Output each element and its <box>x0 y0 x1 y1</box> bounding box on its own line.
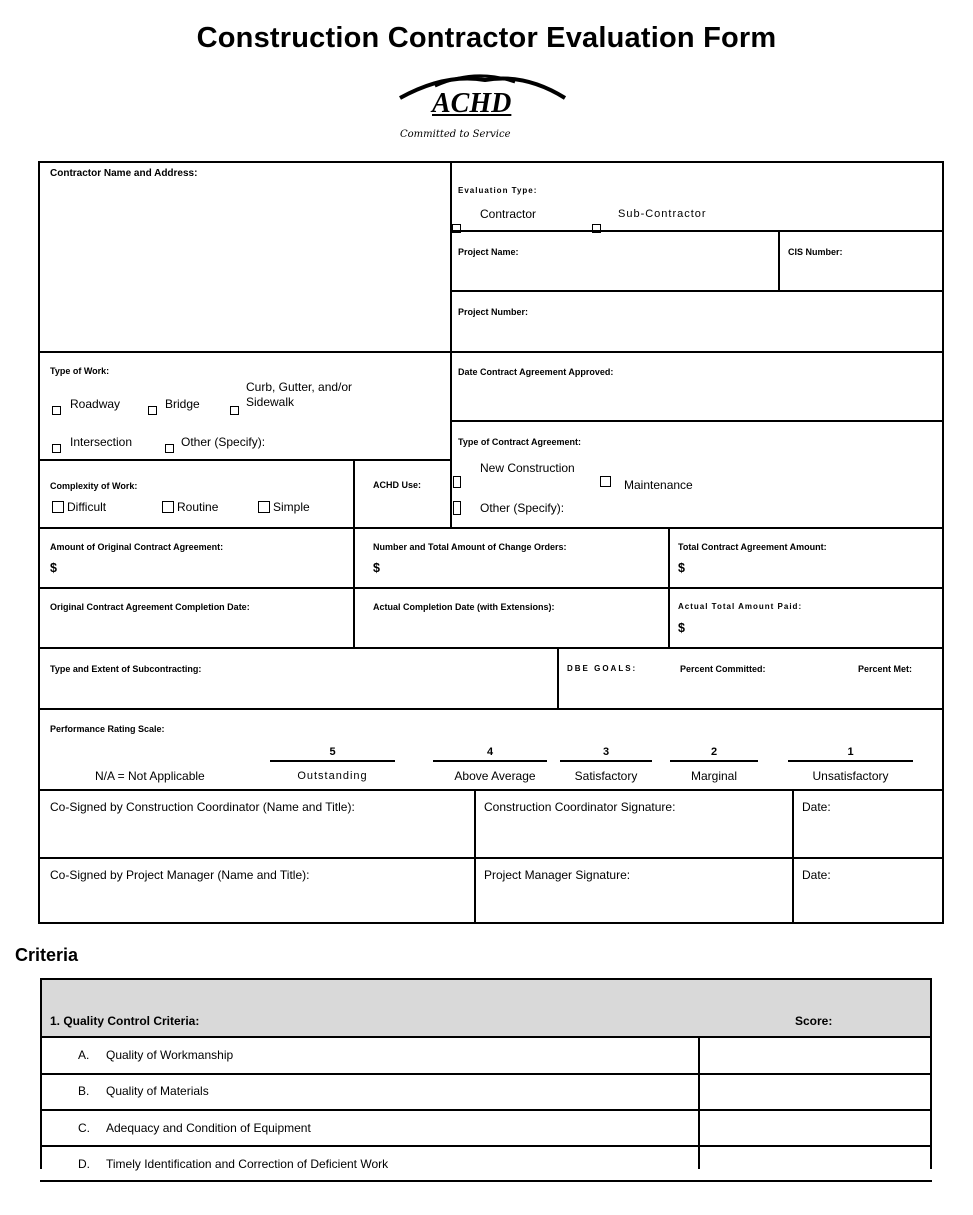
percent-committed-label: Percent Committed: <box>680 664 766 674</box>
change-orders-dollar: $ <box>373 561 380 575</box>
criteria-item-c-letter: C. <box>78 1121 90 1135</box>
cis-number-label: CIS Number: <box>788 247 843 257</box>
project-number-label: Project Number: <box>458 307 529 317</box>
original-completion-label: Original Contract Agreement Completion Date: <box>50 602 250 612</box>
type-of-work-label: Type of Work: <box>50 366 110 376</box>
sub-contractor-checkbox[interactable] <box>592 224 601 233</box>
new-construction-checkbox[interactable] <box>453 476 461 488</box>
pm-signature-label: Project Manager Signature: <box>484 868 631 882</box>
coordinator-signature-label: Construction Coordinator Signature: <box>484 800 676 814</box>
criteria-heading: Criteria <box>15 945 79 965</box>
na-legend: N/A = Not Applicable <box>95 769 205 783</box>
dbe-goals-label: DBE GOALS: <box>567 664 638 673</box>
form-title: Construction Contractor Evaluation Form <box>196 22 777 54</box>
rating-4-value: 4 <box>486 746 494 758</box>
other-contract-checkbox[interactable] <box>453 501 461 515</box>
complexity-label: Complexity of Work: <box>50 481 138 491</box>
new-construction-option: New Construction <box>480 461 575 475</box>
contract-type-label: Type of Contract Agreement: <box>458 437 582 447</box>
evaluation-type-label: Evaluation Type: <box>458 186 538 195</box>
cosigned-pm-label: Co-Signed by Project Manager (Name and Title): <box>50 868 310 882</box>
total-amount-label: Total Contract Agreement Amount: <box>678 542 827 552</box>
logo-tagline: Committed to Service <box>400 129 511 140</box>
criteria-header-row <box>40 978 932 1038</box>
actual-completion-label: Actual Completion Date (with Extensions): <box>373 602 555 612</box>
contractor-checkbox[interactable] <box>452 224 461 233</box>
criteria-item-d: Timely Identification and Correction of Deficient Work <box>106 1157 389 1171</box>
contractor-name-label: Contractor Name and Address: <box>50 168 198 179</box>
cosigned-coordinator-label: Co-Signed by Construction Coordinator (Name and Title): <box>50 800 355 814</box>
original-amount-dollar: $ <box>50 561 57 575</box>
bottom-divider <box>40 1180 932 1182</box>
rating-2-label: Marginal <box>690 769 738 783</box>
other-work-option: Other (Specify): <box>181 435 266 449</box>
roadway-option: Roadway <box>70 397 121 411</box>
maintenance-option: Maintenance <box>624 478 693 492</box>
roadway-checkbox[interactable] <box>52 406 61 415</box>
actual-paid-dollar: $ <box>678 621 685 635</box>
rating-3-value: 3 <box>602 746 610 758</box>
contractor-option: Contractor <box>480 207 537 221</box>
achd-logo <box>395 68 570 148</box>
pm-date-label: Date: <box>802 868 831 882</box>
criteria-item-a: Quality of Workmanship <box>106 1048 234 1062</box>
bridge-option: Bridge <box>165 397 200 411</box>
other-contract-option: Other (Specify): <box>480 501 565 515</box>
simple-checkbox[interactable] <box>258 501 270 513</box>
sub-contractor-option: Sub-Contractor <box>618 208 707 220</box>
actual-paid-label: Actual Total Amount Paid: <box>678 602 803 611</box>
total-amount-dollar: $ <box>678 561 685 575</box>
criteria-item-b: Quality of Materials <box>106 1084 209 1098</box>
difficult-checkbox[interactable] <box>52 501 64 513</box>
date-approved-label: Date Contract Agreement Approved: <box>458 367 614 377</box>
subcontracting-label: Type and Extent of Subcontracting: <box>50 664 202 674</box>
intersection-option: Intersection <box>70 435 133 449</box>
simple-option: Simple <box>273 500 310 514</box>
rating-4-label: Above Average <box>454 769 536 783</box>
project-name-label: Project Name: <box>458 247 519 257</box>
routine-option: Routine <box>177 500 219 514</box>
maintenance-checkbox[interactable] <box>600 476 611 487</box>
original-amount-label: Amount of Original Contract Agreement: <box>50 542 224 552</box>
intersection-checkbox[interactable] <box>52 444 61 453</box>
routine-checkbox[interactable] <box>162 501 174 513</box>
criteria-item-d-letter: D. <box>78 1157 90 1171</box>
criteria-table <box>40 978 932 1169</box>
criteria-section-title: 1. Quality Control Criteria: <box>50 1014 200 1028</box>
criteria-item-c: Adequacy and Condition of Equipment <box>106 1121 311 1135</box>
curb-checkbox[interactable] <box>230 406 239 415</box>
rating-5-value: 5 <box>329 746 336 758</box>
criteria-item-b-letter: B. <box>78 1084 90 1098</box>
criteria-item-a-letter: A. <box>78 1048 90 1062</box>
achd-use-label: ACHD Use: <box>373 480 422 490</box>
rating-2-value: 2 <box>710 746 718 758</box>
rating-3-label: Satisfactory <box>574 769 638 783</box>
change-orders-label: Number and Total Amount of Change Orders: <box>373 542 567 552</box>
rating-5-label: Outstanding <box>297 770 368 782</box>
score-header: Score: <box>795 1014 833 1028</box>
rating-1-label: Unsatisfactory <box>812 769 889 783</box>
rating-1-value: 1 <box>847 746 854 758</box>
percent-met-label: Percent Met: <box>858 664 913 674</box>
other-work-checkbox[interactable] <box>165 444 174 453</box>
bridge-checkbox[interactable] <box>148 406 157 415</box>
logo-text: ACHD <box>432 88 512 119</box>
rating-scale-label: Performance Rating Scale: <box>50 724 165 734</box>
evaluation-form <box>38 161 944 924</box>
coordinator-date-label: Date: <box>802 800 831 814</box>
difficult-option: Difficult <box>67 500 107 514</box>
curb-option: Curb, Gutter, and/or Sidewalk <box>246 380 353 409</box>
